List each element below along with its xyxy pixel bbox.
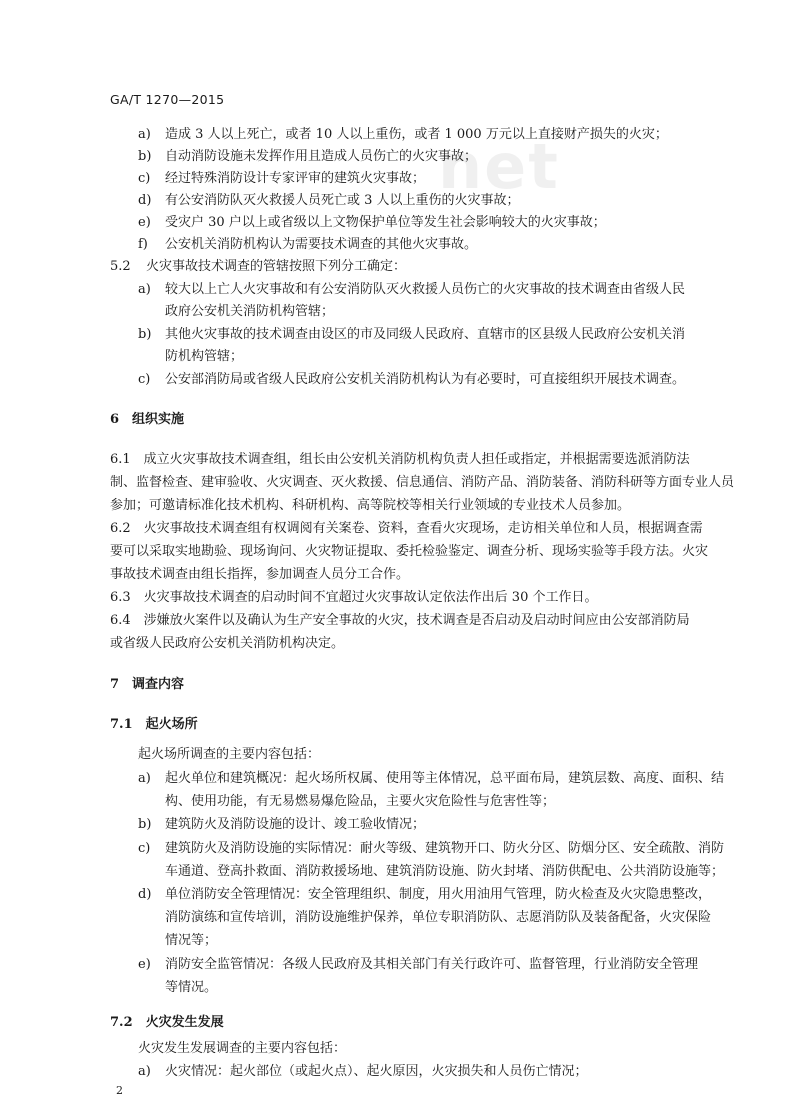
list-item: 有公安消防队灭火救援人员死亡或 3 人以上重伤的火灾事故； xyxy=(165,193,520,208)
list-item: 其他火灾事故的技术调查由设区的市及同级人民政府、直辖市的区县级人民政府公安机关消 xyxy=(165,327,686,342)
list-marker: f) xyxy=(138,237,148,252)
list-item-cont: 构、使用功能，有无易燃易爆危险品，主要火灾危险性与危害性等； xyxy=(165,794,556,809)
list-marker: d) xyxy=(138,193,152,208)
list-marker: e) xyxy=(138,215,151,230)
section-title: 7 调查内容 xyxy=(110,677,185,692)
watermark: net xyxy=(438,130,560,203)
list-item: 受灾户 30 户以上或省级以上文物保护单位等发生社会影响较大的火灾事故； xyxy=(165,215,606,230)
list-item-cont: 防机构管辖； xyxy=(165,349,244,364)
paragraph-line: 6.4 涉嫌放火案件以及确认为生产安全事故的火灾，技术调查是否启动及启动时间应由公安部消防局 xyxy=(110,613,690,628)
list-marker: b) xyxy=(138,817,152,832)
list-marker: b) xyxy=(138,327,152,342)
paragraph-line: 制、监督检查、建审验收、火灾调查、灭火救援、信息通信、消防产品、消防装备、消防科研等方面专业人员 xyxy=(110,475,735,490)
list-item: 建筑防火及消防设施的实际情况：耐火等级、建筑物开口、防火分区、防烟分区、安全疏散、消防 xyxy=(165,841,725,856)
list-marker: a) xyxy=(138,1064,151,1079)
list-item: 造成 3 人以上死亡，或者 10 人以上重伤，或者 1 000 万元以上直接财产损失的火灾； xyxy=(165,127,668,142)
clause-number: 5.2 xyxy=(110,259,131,274)
paragraph-line: 起火场所调查的主要内容包括： xyxy=(138,747,321,762)
list-item: 单位消防安全管理情况：安全管理组织、制度，用火用油用气管理，防火检查及火灾隐患整改， xyxy=(165,887,712,902)
subsection-title: 7.1 起火场所 xyxy=(110,717,198,732)
list-item: 经过特殊消防设计专家评审的建筑火灾事故； xyxy=(165,171,426,186)
list-item: 火灾情况：起火部位（或起火点）、起火原因，火灾损失和人员伤亡情况； xyxy=(165,1064,588,1079)
list-marker: a) xyxy=(138,127,151,142)
list-marker: c) xyxy=(138,171,151,186)
paragraph-line: 要可以采取实地勘验、现场询问、火灾物证提取、委托检验鉴定、调查分析、现场实验等手段方法。火灾 xyxy=(110,544,709,559)
paragraph-line: 事故技术调查由组长指挥，参加调查人员分工合作。 xyxy=(110,567,410,582)
list-item-cont: 消防演练和宣传培训，消防设施维护保养，单位专职消防队、志愿消防队及装备配备，火灾保险 xyxy=(165,910,712,925)
paragraph-line: 6.3 火灾事故技术调查的启动时间不宜超过火灾事故认定依法作出后 30 个工作日。 xyxy=(110,590,598,605)
standard-header: GA/T 1270—2015 xyxy=(110,92,225,107)
paragraph-line: 或省级人民政府公安机关消防机构决定。 xyxy=(110,636,345,651)
list-marker: e) xyxy=(138,957,151,972)
list-item: 较大以上亡人火灾事故和有公安消防队灭火救援人员伤亡的火灾事故的技术调查由省级人民 xyxy=(165,282,686,297)
list-marker: c) xyxy=(138,372,151,387)
clause-text: 火灾事故技术调查的管辖按照下列分工确定： xyxy=(146,259,407,274)
list-marker: a) xyxy=(138,282,151,297)
list-item-cont: 等情况。 xyxy=(165,980,218,995)
list-item: 建筑防火及消防设施的设计、竣工验收情况； xyxy=(165,817,426,832)
list-item-cont: 情况等； xyxy=(165,933,218,948)
list-item-cont: 政府公安机关消防机构管辖； xyxy=(165,304,335,319)
list-marker: b) xyxy=(138,149,152,164)
list-marker: d) xyxy=(138,887,152,902)
paragraph-line: 6.2 火灾事故技术调查组有权调阅有关案卷、资料，查看火灾现场，走访相关单位和人员，根据调查需 xyxy=(110,521,703,536)
subsection-title: 7.2 火灾发生发展 xyxy=(110,1015,224,1030)
list-item: 公安机关消防机构认为需要技术调查的其他火灾事故。 xyxy=(165,237,478,252)
paragraph-line: 火灾发生发展调查的主要内容包括： xyxy=(138,1041,347,1056)
list-item: 起火单位和建筑概况：起火场所权属、使用等主体情况，总平面布局，建筑层数、高度、面积、结 xyxy=(165,771,725,786)
page-number: 2 xyxy=(116,1084,123,1097)
list-item: 自动消防设施未发挥作用且造成人员伤亡的火灾事故； xyxy=(165,149,478,164)
list-item: 消防安全监管情况：各级人民政府及其相关部门有关行政许可、监督管理，行业消防安全管理 xyxy=(165,957,699,972)
list-marker: c) xyxy=(138,841,151,856)
list-item: 公安部消防局或省级人民政府公安机关消防机构认为有必要时，可直接组织开展技术调查。 xyxy=(165,372,686,387)
list-marker: a) xyxy=(138,771,151,786)
paragraph-line: 参加；可邀请标准化技术机构、科研机构、高等院校等相关行业领域的专业技术人员参加。 xyxy=(110,498,631,513)
section-title: 6 组织实施 xyxy=(110,412,185,427)
list-item-cont: 车通道、登高扑救面、消防救援场地、建筑消防设施、防火封堵、消防供配电、公共消防设施等； xyxy=(165,864,725,879)
paragraph-line: 6.1 成立火灾事故技术调查组，组长由公安机关消防机构负责人担任或指定，并根据需要选派消防法 xyxy=(110,452,690,467)
